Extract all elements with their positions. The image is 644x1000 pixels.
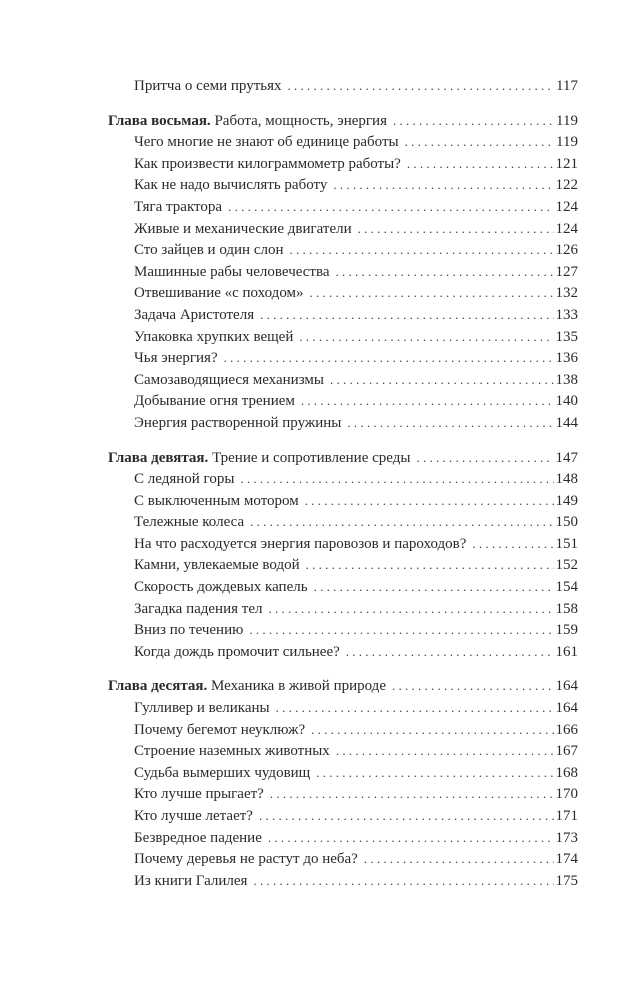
dot-leader bbox=[346, 641, 554, 663]
toc-entry bbox=[108, 719, 578, 741]
toc-entry-page: 132 bbox=[555, 285, 578, 302]
toc-entry-title: На что расходуется энергия паровозов и пароходов? bbox=[134, 535, 467, 552]
dot-leader bbox=[299, 326, 553, 348]
dot-leader bbox=[228, 196, 553, 218]
toc-entry bbox=[108, 762, 578, 784]
toc-entry-page: 174 bbox=[555, 851, 578, 868]
toc-entry-page: 144 bbox=[555, 414, 578, 431]
toc-entry-page: 149 bbox=[555, 492, 578, 509]
toc-entry-title: Безвредное падение bbox=[134, 829, 262, 846]
toc-entry bbox=[108, 239, 578, 261]
chapter-title: Работа, мощность, энергия bbox=[214, 112, 387, 129]
toc-entry-title: Живые и механические двигатели bbox=[134, 220, 352, 237]
toc-entry bbox=[108, 304, 578, 326]
dot-leader bbox=[270, 783, 554, 805]
chapter-page: 119 bbox=[556, 112, 578, 129]
toc-entry bbox=[108, 174, 578, 196]
dot-leader bbox=[392, 675, 554, 697]
chapter-label: Глава девятая. bbox=[108, 449, 209, 466]
toc-entry bbox=[108, 511, 578, 533]
toc-entry-title: Скорость дождевых капель bbox=[134, 579, 308, 596]
toc-entry-page: 127 bbox=[555, 263, 578, 280]
toc-entry-page: 135 bbox=[555, 328, 578, 345]
toc-entry bbox=[108, 848, 578, 870]
toc-entry-title: Сто зайцев и один слон bbox=[134, 242, 284, 259]
dot-leader bbox=[259, 805, 554, 827]
chapter-page: 164 bbox=[555, 678, 578, 695]
chapter-title: Трение и сопротивление среды bbox=[212, 449, 411, 466]
dot-leader bbox=[290, 239, 554, 261]
dot-leader bbox=[316, 762, 553, 784]
toc-entry-title: Чья энергия? bbox=[134, 350, 218, 367]
dot-leader bbox=[364, 848, 554, 870]
toc-entry-title: Почему деревья не растут до неба? bbox=[134, 851, 358, 868]
toc-entry-page: 175 bbox=[555, 872, 578, 889]
toc-entry bbox=[108, 261, 578, 283]
toc-entry bbox=[108, 576, 578, 598]
dot-leader bbox=[224, 347, 554, 369]
toc-entry bbox=[108, 196, 578, 218]
toc-entry bbox=[108, 641, 578, 663]
dot-leader bbox=[472, 533, 553, 555]
toc-entry bbox=[108, 412, 578, 434]
toc-entry-title: Самозаводящиеся механизмы bbox=[134, 371, 324, 388]
toc-entry-title: Машинные рабы человечества bbox=[134, 263, 330, 280]
toc-entry-title: Кто лучше прыгает? bbox=[134, 786, 264, 803]
toc-entry-title: Кто лучше летает? bbox=[134, 808, 253, 824]
toc-entry bbox=[108, 75, 578, 97]
dot-leader bbox=[306, 554, 554, 576]
dot-leader bbox=[336, 261, 554, 283]
dot-leader bbox=[314, 576, 554, 598]
toc-entry-page: 168 bbox=[555, 764, 578, 781]
toc-entry-title: Почему бегемот неуклюж? bbox=[134, 721, 306, 738]
toc-entry-title: Чего многие не знают об единице работы bbox=[134, 134, 399, 151]
toc-entry-page: 170 bbox=[555, 786, 578, 803]
toc-entry-title: Задача Аристотеля bbox=[134, 306, 255, 323]
toc-entry-title: Камни, увлекаемые водой bbox=[134, 557, 300, 574]
toc-entry-title: С ледяной горы bbox=[134, 471, 235, 488]
dot-leader bbox=[336, 740, 554, 762]
toc-entry-title: Упаковка хрупких вещей bbox=[134, 328, 294, 345]
toc-entry-page: 152 bbox=[555, 557, 578, 574]
toc-entry bbox=[108, 740, 578, 762]
toc-entry bbox=[108, 619, 578, 641]
toc-entry-title: С выключенным мотором bbox=[134, 492, 299, 509]
toc-entry-title: Загадка падения тел bbox=[134, 600, 263, 617]
toc-entry bbox=[108, 805, 578, 827]
toc-entry-page: 121 bbox=[555, 155, 578, 172]
toc-entry-title: Тележные колеса bbox=[134, 514, 245, 531]
toc-entry bbox=[108, 533, 578, 555]
dot-leader bbox=[240, 468, 553, 490]
toc-entry-page: 117 bbox=[556, 78, 578, 94]
dot-leader bbox=[311, 719, 553, 741]
toc-entry bbox=[108, 554, 578, 576]
toc-entry-page: 167 bbox=[555, 743, 578, 760]
toc-entry-page: 126 bbox=[555, 242, 578, 259]
toc-entry-title: Из книги Галилея bbox=[134, 872, 248, 889]
dot-leader bbox=[330, 369, 554, 391]
toc-entry-page: 138 bbox=[555, 371, 578, 388]
dot-leader bbox=[250, 511, 553, 533]
toc-entry bbox=[108, 282, 578, 304]
dot-leader bbox=[405, 131, 554, 153]
dot-leader bbox=[249, 619, 553, 641]
chapter-heading bbox=[108, 110, 578, 132]
chapter-title: Механика в живой природе bbox=[211, 678, 386, 695]
toc-entry-page: 150 bbox=[555, 514, 578, 531]
chapter-page: 147 bbox=[555, 449, 578, 466]
toc-entry-page: 154 bbox=[555, 579, 578, 596]
dot-leader bbox=[358, 218, 554, 240]
toc-entry-title: Судьба вымерших чудовищ bbox=[134, 764, 311, 781]
toc-entry bbox=[108, 870, 578, 892]
toc-entry bbox=[108, 783, 578, 805]
toc-entry-page: 124 bbox=[555, 220, 578, 237]
toc-entry-title: Вниз по течению bbox=[134, 622, 244, 639]
dot-leader bbox=[268, 827, 554, 849]
dot-leader bbox=[301, 390, 554, 412]
dot-leader bbox=[407, 153, 554, 175]
toc-entry bbox=[108, 369, 578, 391]
toc-entry-title: Отвешивание «с походом» bbox=[134, 285, 304, 302]
toc-entry-page: 158 bbox=[555, 600, 578, 617]
dot-leader bbox=[305, 490, 554, 512]
chapter-label: Глава восьмая. bbox=[108, 112, 211, 129]
toc-entry-page: 124 bbox=[555, 198, 578, 215]
toc-entry-page: 166 bbox=[555, 721, 578, 738]
toc-entry bbox=[108, 153, 578, 175]
dot-leader bbox=[288, 75, 555, 97]
toc-entry-page: 133 bbox=[555, 306, 578, 323]
toc-entry-page: 161 bbox=[555, 643, 578, 660]
toc-entry-page: 140 bbox=[555, 393, 578, 410]
toc-entry-title: Строение наземных животных bbox=[134, 743, 330, 760]
dot-leader bbox=[393, 110, 554, 132]
chapter-heading bbox=[108, 675, 578, 697]
toc-entry-title: Гулливер и великаны bbox=[134, 700, 270, 717]
toc-entry bbox=[108, 490, 578, 512]
dot-leader bbox=[333, 174, 553, 196]
toc-entry bbox=[108, 218, 578, 240]
toc-entry-page: 159 bbox=[555, 622, 578, 639]
toc-entry-title: Энергия растворенной пружины bbox=[134, 414, 342, 431]
toc-entry bbox=[108, 347, 578, 369]
toc-entry bbox=[108, 390, 578, 412]
toc-entry bbox=[108, 598, 578, 620]
toc-entry-page: 122 bbox=[555, 177, 578, 194]
dot-leader bbox=[253, 870, 553, 892]
dot-leader bbox=[310, 282, 554, 304]
toc-entry-page: 148 bbox=[555, 471, 578, 488]
toc-entry bbox=[108, 468, 578, 490]
dot-leader bbox=[260, 304, 553, 326]
toc-entry-page: 119 bbox=[556, 134, 578, 151]
toc-entry bbox=[108, 131, 578, 153]
toc-entry-title: Добывание огня трением bbox=[134, 393, 295, 410]
toc-entry-title: Тяга трактора bbox=[134, 198, 223, 215]
toc-entry-title: Притча о семи прутьях bbox=[134, 78, 282, 94]
table-of-contents bbox=[108, 75, 578, 891]
toc-entry bbox=[108, 697, 578, 719]
chapter-label: Глава десятая. bbox=[108, 678, 208, 695]
dot-leader bbox=[416, 447, 553, 469]
toc-entry-title: Как не надо вычислять работу bbox=[134, 177, 328, 194]
dot-leader bbox=[268, 598, 553, 620]
toc-entry-title: Как произвести килограммометр работы? bbox=[134, 155, 401, 172]
toc-entry-title: Когда дождь промочит сильнее? bbox=[134, 643, 340, 660]
toc-entry-page: 171 bbox=[555, 808, 578, 824]
toc-entry-page: 151 bbox=[555, 535, 578, 552]
dot-leader bbox=[347, 412, 553, 434]
toc-entry bbox=[108, 326, 578, 348]
toc-entry-page: 136 bbox=[555, 350, 578, 367]
toc-entry-page: 173 bbox=[555, 829, 578, 846]
chapter-heading bbox=[108, 447, 578, 469]
toc-entry-page: 164 bbox=[555, 700, 578, 717]
toc-entry bbox=[108, 827, 578, 849]
dot-leader bbox=[276, 697, 554, 719]
